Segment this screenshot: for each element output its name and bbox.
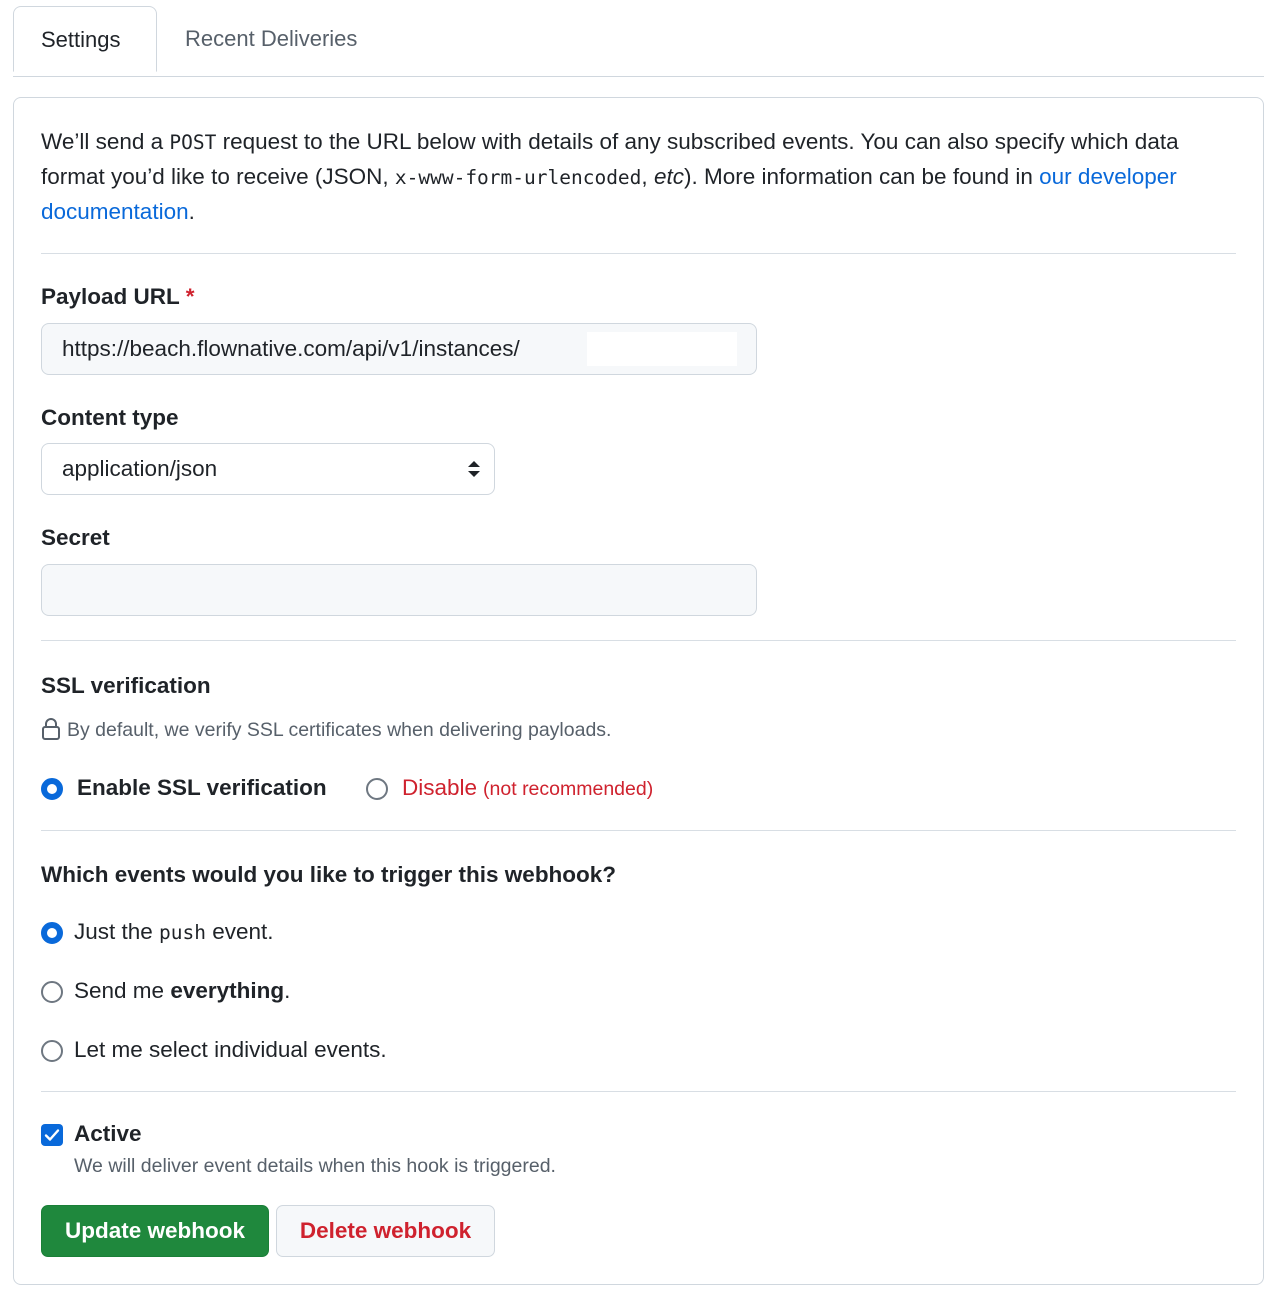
secret-label: Secret <box>41 525 110 550</box>
select-arrows-icon <box>468 461 480 477</box>
events-heading: Which events would you like to trigger this webhook? <box>41 862 617 887</box>
tab-bar <box>13 6 1264 72</box>
divider <box>41 1091 1236 1092</box>
tab-recent-deliveries[interactable]: Recent Deliveries <box>185 26 358 51</box>
ssl-enable-radio[interactable] <box>41 778 63 800</box>
event-everything-label[interactable]: Send me everything. <box>74 978 291 1003</box>
lock-icon <box>41 718 61 740</box>
redacted-region <box>587 332 737 366</box>
ssl-enable-label[interactable]: Enable SSL verification <box>77 775 327 800</box>
event-everything-radio[interactable] <box>41 981 63 1003</box>
active-hint: We will deliver event details when this hook is triggered. <box>74 1155 556 1177</box>
required-marker: * <box>185 284 195 309</box>
divider <box>41 830 1236 831</box>
webhook-settings-panel <box>13 97 1264 1285</box>
developer-docs-link[interactable]: our developer documentation <box>41 164 1177 224</box>
divider <box>41 640 1236 641</box>
event-push-radio[interactable] <box>41 922 63 944</box>
payload-url-input[interactable] <box>41 323 757 375</box>
content-type-select[interactable] <box>41 443 495 495</box>
intro-text: We’ll send a POST request to the URL below with details of any subscribed events. You can also specify which data format you’d like to receive (JSON, x-www-form-urlencoded, etc). More information can be found in our developer documentation. <box>41 129 1179 224</box>
tab-settings[interactable]: Settings <box>13 6 157 72</box>
delete-webhook-button[interactable]: Delete webhook <box>276 1205 495 1257</box>
ssl-disable-label[interactable]: Disable (not recommended) <box>402 775 654 800</box>
event-individual-label[interactable]: Let me select individual events. <box>74 1037 387 1062</box>
tab-bar-underline <box>13 76 1264 77</box>
divider <box>41 253 1236 254</box>
secret-input[interactable] <box>41 564 757 616</box>
event-individual-radio[interactable] <box>41 1040 63 1062</box>
not-recommended-note: (not recommended) <box>483 778 654 800</box>
code-post: POST <box>169 131 217 154</box>
ssl-heading: SSL verification <box>41 673 211 698</box>
update-webhook-button[interactable]: Update webhook <box>41 1205 269 1257</box>
active-checkbox[interactable] <box>41 1124 63 1146</box>
ssl-hint: By default, we verify SSL certificates when delivering payloads. <box>41 718 611 742</box>
checkmark-icon <box>44 1127 60 1143</box>
payload-url-label: Payload URL * <box>41 284 195 309</box>
payload-url-value: https://beach.flownative.com/api/v1/instances/ <box>62 336 520 361</box>
active-label[interactable]: Active <box>74 1121 142 1146</box>
content-type-value: application/json <box>62 456 218 481</box>
content-type-label: Content type <box>41 405 179 430</box>
code-urlencoded: x-www-form-urlencoded <box>394 166 642 189</box>
ssl-disable-radio[interactable] <box>366 778 388 800</box>
code-push: push <box>159 921 207 944</box>
event-push-label[interactable]: Just the push event. <box>74 919 274 944</box>
